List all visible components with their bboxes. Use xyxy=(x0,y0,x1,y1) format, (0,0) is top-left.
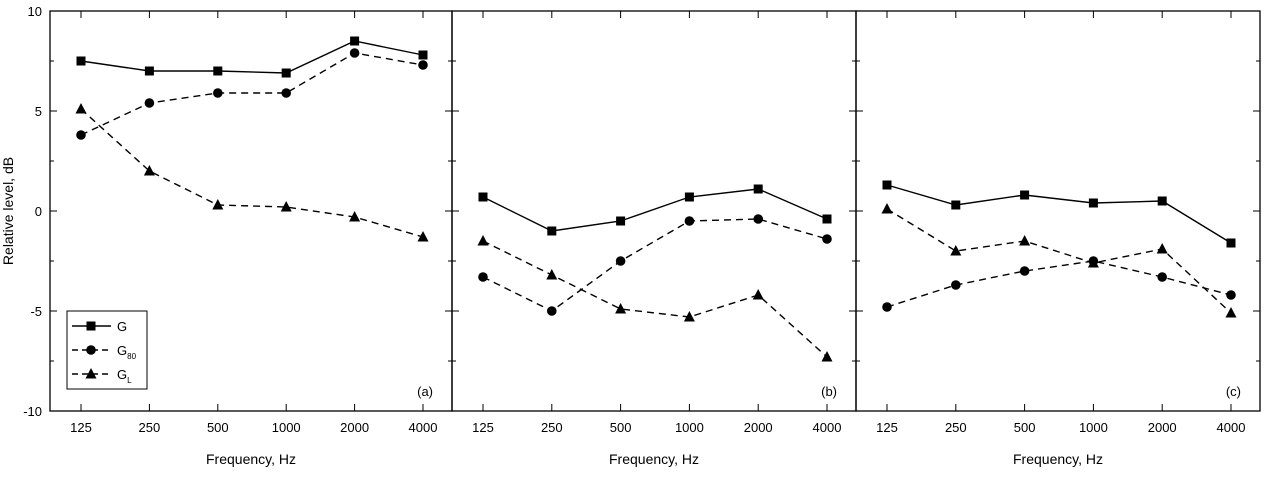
series-line xyxy=(81,41,423,73)
square-marker xyxy=(616,217,625,226)
x-tick-label: 250 xyxy=(944,420,967,435)
series-line xyxy=(483,219,827,311)
square-marker xyxy=(754,185,763,194)
x-tick-label: 125 xyxy=(876,420,898,435)
circle-marker xyxy=(86,345,96,355)
square-marker xyxy=(1089,199,1098,208)
square-marker xyxy=(77,57,86,66)
x-tick-label: 1000 xyxy=(1078,420,1108,435)
triangle-marker xyxy=(478,235,489,246)
square-marker xyxy=(685,193,694,202)
panel-label: (a) xyxy=(417,384,433,399)
x-tick-label: 500 xyxy=(1013,420,1036,435)
x-tick-label: 125 xyxy=(472,420,494,435)
triangle-marker xyxy=(822,351,833,362)
series-line xyxy=(887,185,1231,243)
series-GL-panel-1 xyxy=(76,103,429,242)
x-tick-label: 1000 xyxy=(271,420,301,435)
triangle-marker xyxy=(753,289,764,300)
series-G80-panel-3 xyxy=(882,256,1236,312)
x-tick-label: 2000 xyxy=(743,420,773,435)
circle-marker xyxy=(882,302,892,312)
x-axis-title: Frequency, Hz xyxy=(1013,451,1103,467)
panel-frame xyxy=(856,11,1260,411)
series-line xyxy=(81,109,423,237)
x-tick-label: 2000 xyxy=(1147,420,1177,435)
square-marker xyxy=(87,322,96,331)
circle-marker xyxy=(822,234,832,244)
panel-label: (c) xyxy=(1225,384,1241,399)
panel-label: (b) xyxy=(821,384,837,399)
square-marker xyxy=(213,67,222,76)
square-marker xyxy=(883,181,892,190)
circle-marker xyxy=(281,88,291,98)
x-tick-label: 4000 xyxy=(408,420,438,435)
triangle-marker xyxy=(546,269,557,280)
triangle-marker xyxy=(76,103,87,114)
x-axis-title: Frequency, Hz xyxy=(609,451,699,467)
y-tick-label: 0 xyxy=(34,204,42,219)
circle-marker xyxy=(76,130,86,140)
circle-marker xyxy=(547,306,557,316)
x-axis-title: Frequency, Hz xyxy=(206,451,296,467)
square-marker xyxy=(419,51,428,60)
series-line xyxy=(887,261,1231,307)
y-tick-label: 10 xyxy=(27,4,42,19)
circle-marker xyxy=(145,98,155,108)
series-line xyxy=(887,209,1231,313)
y-axis-title: Relative level, dB xyxy=(0,156,16,266)
x-tick-label: 4000 xyxy=(812,420,842,435)
circle-marker xyxy=(213,88,223,98)
x-tick-label: 250 xyxy=(138,420,161,435)
square-marker xyxy=(1158,197,1167,206)
x-tick-label: 4000 xyxy=(1216,420,1246,435)
circle-marker xyxy=(478,272,488,282)
series-GL-panel-2 xyxy=(478,235,833,362)
triangle-marker xyxy=(1019,235,1030,246)
series-GL-panel-3 xyxy=(882,203,1237,318)
legend-label: $G_{80}$ xyxy=(117,343,137,361)
circle-marker xyxy=(1020,266,1030,276)
series-line xyxy=(483,241,827,357)
series-G-panel-3 xyxy=(883,181,1236,248)
panel-1 xyxy=(50,11,452,467)
circle-marker xyxy=(1226,290,1236,300)
x-tick-label: 500 xyxy=(609,420,632,435)
series-G-panel-2 xyxy=(479,185,832,236)
x-tick-label: 250 xyxy=(540,420,563,435)
square-marker xyxy=(823,215,832,224)
circle-marker xyxy=(753,214,763,224)
legend-label-subscript: 80 xyxy=(127,352,137,361)
triangle-marker xyxy=(1157,243,1168,254)
x-tick-label: 1000 xyxy=(674,420,704,435)
x-tick-label: 500 xyxy=(206,420,229,435)
axes-layer xyxy=(0,4,1260,467)
circle-marker xyxy=(616,256,626,266)
square-marker xyxy=(1020,191,1029,200)
legend xyxy=(67,311,147,389)
square-marker xyxy=(951,201,960,210)
circle-marker xyxy=(1157,272,1167,282)
circle-marker xyxy=(685,216,695,226)
legend-layer xyxy=(67,311,147,389)
panel-3 xyxy=(856,11,1260,467)
circle-marker xyxy=(350,48,360,58)
panel-2 xyxy=(452,11,856,467)
series-layer xyxy=(76,37,1237,362)
square-marker xyxy=(479,193,488,202)
series-line xyxy=(81,53,423,135)
y-tick-label: 5 xyxy=(34,104,42,119)
square-marker xyxy=(350,37,359,46)
square-marker xyxy=(547,227,556,236)
series-G80-panel-1 xyxy=(76,48,428,140)
triangle-marker xyxy=(882,203,893,214)
legend-label: $G_L$ xyxy=(117,367,132,385)
square-marker xyxy=(1227,239,1236,248)
y-tick-label: -5 xyxy=(30,304,42,319)
triangle-marker xyxy=(615,303,626,314)
circle-marker xyxy=(951,280,961,290)
legend-label-subscript: L xyxy=(127,376,132,385)
circle-marker xyxy=(418,60,428,70)
square-marker xyxy=(282,69,291,78)
square-marker xyxy=(145,67,154,76)
y-tick-label: -10 xyxy=(23,404,42,419)
x-tick-label: 125 xyxy=(70,420,92,435)
triangle-marker xyxy=(212,199,223,210)
x-tick-label: 2000 xyxy=(340,420,370,435)
triangle-marker xyxy=(1226,307,1237,318)
legend-label: G xyxy=(117,319,128,334)
